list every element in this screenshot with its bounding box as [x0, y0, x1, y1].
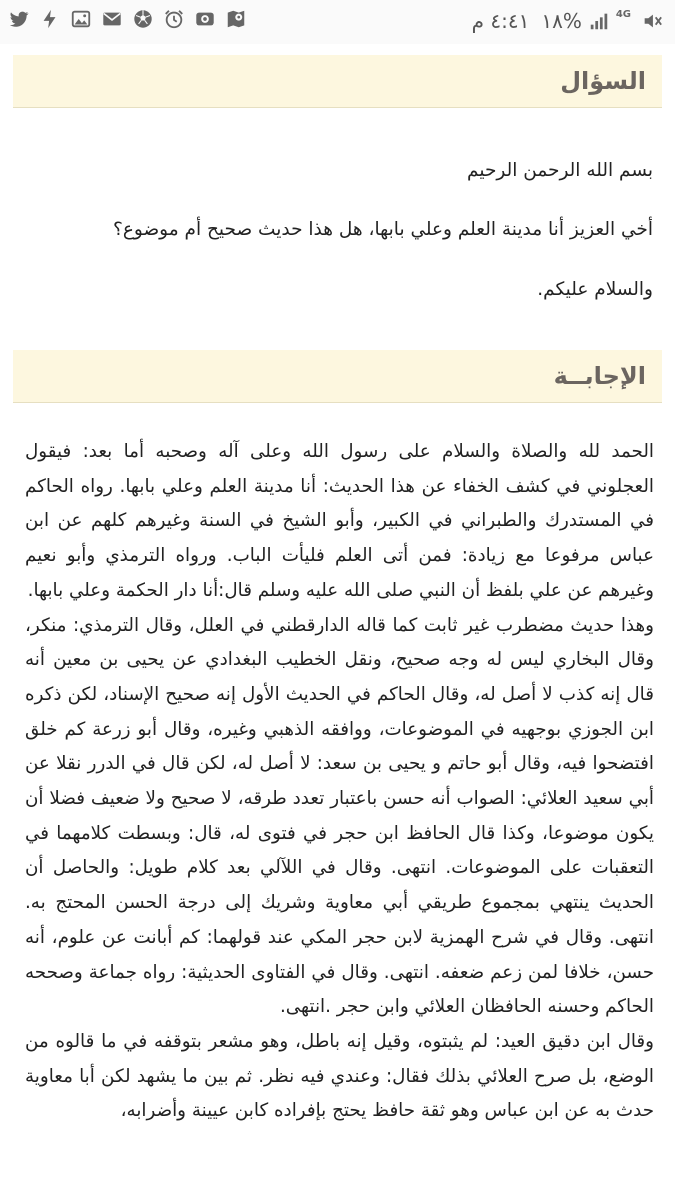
twitter-icon: [8, 8, 30, 30]
tv-app-icon: [194, 8, 216, 30]
question-line: أخي العزيز أنا مدينة العلم وعلي بابها، هل هذا حديث صحيح أم موضوع؟: [113, 219, 653, 240]
answer-paragraph: وهذا حديث مضطرب غير ثابت كما قاله الدارقطني في العلل، وقال الترمذي: منكر، وقال البخاري ليس له وجه صحيح، ونقل الخطيب البغدادي عن يحيى بن معين أنه قال إنه كذب لا أصل له، وقال الحاكم في الحديث الأول إنه صحيح الإسناد، لكن ذكره ابن الجوزي بوجهيه في الموضوعات، ووافقه الذهبي وغيره، وقال أبو زرعة كم خلق افتضحوا فيه، وقال أبو حاتم و يحيى بن سعد: لا أصل له، لكن قال في الدرر نقلا عن أبي سعيد العلائي: الصواب أنه حسن باعتبار تعدد طرقه، لا صحيح ولا ضعيف فضلا أن يكون موضوعا، وكذا قال الحافظ ابن حجر في فتوى له، قال: وبسطت كلامهما في التعقبات على الموضوعات. انتهى. وقال في اللآلي بعد كلام طويل: والحاصل أن الحديث ينتهي بمجموع طريقي أبي معاوية وشريك إلى درجة الحسن المحتج به. انتهى. وقال في شرح الهمزية لابن حجر المكي عند قولهما: كم أبانت عن علوم، أنه حسن، خلافا لمن زعم ضعفه. انتهى. وقال في الفتاوى الحديثية: رواه جماعة وصححه الحاكم وحسنه الحافظان العلائي وابن حجر .انتهى.: [25, 614, 654, 1018]
status-bar: [0, 0, 675, 44]
football-icon: [132, 8, 154, 30]
battery-percent: ١٨%: [541, 9, 582, 33]
answer-title: الإجابــة: [553, 362, 646, 390]
network-type: 4G: [615, 8, 631, 20]
answer-header: [13, 350, 662, 403]
flash-icon: [39, 8, 61, 30]
email-icon: [101, 8, 123, 30]
clock: ٤:٤١ م: [471, 9, 530, 33]
fatwa-content: [0, 44, 675, 1129]
answer-body: [0, 435, 675, 1129]
answer-paragraph: الحمد لله والصلاة والسلام على رسول الله وعلى آله وصحبه أما بعد: فيقول العجلوني في كشف الخفاء عن هذا الحديث: أنا مدينة العلم وعلي بابها. رواه الحاكم في المستدرك والطبراني في الكبير، وأبو الشيخ في السنة وغيرهم كلهم عن ابن عباس مرفوعا مع زيادة: فمن أتى العلم فليأت الباب. ورواه الترمذي وأبو نعيم وغيرهم عن علي بلفظ أن النبي صلى الله عليه وسلم قال:أنا دار الحكمة وعلي بابها.: [25, 441, 654, 601]
signal-icon: [588, 10, 610, 32]
question-line: والسلام عليكم.: [537, 279, 653, 300]
gallery-icon: [70, 8, 92, 30]
alarm-clock-icon: [163, 8, 185, 30]
question-line: بسم الله الرحمن الرحيم: [467, 160, 653, 181]
question-title: السؤال: [560, 67, 646, 95]
system-indicators: [472, 9, 663, 33]
notification-icons: [8, 8, 256, 30]
question-header: [13, 55, 662, 108]
answer-paragraph: وقال ابن دقيق العيد: لم يثبتوه، وقيل إنه باطل، وهو مشعر بتوقفه في ما قالوه من الوضع، بل صرح العلائي بذلك فقال: وعندي فيه نظر. ثم بين ما يشهد لكن أبا معاوية حدث به عن ابن عباس وهو ثقة حافظ يحتج بإفراده كابن عيينة وأضرابه،: [25, 1030, 654, 1122]
question-body: [0, 156, 675, 305]
mute-icon: [641, 10, 663, 32]
maps-icon: [225, 8, 247, 30]
